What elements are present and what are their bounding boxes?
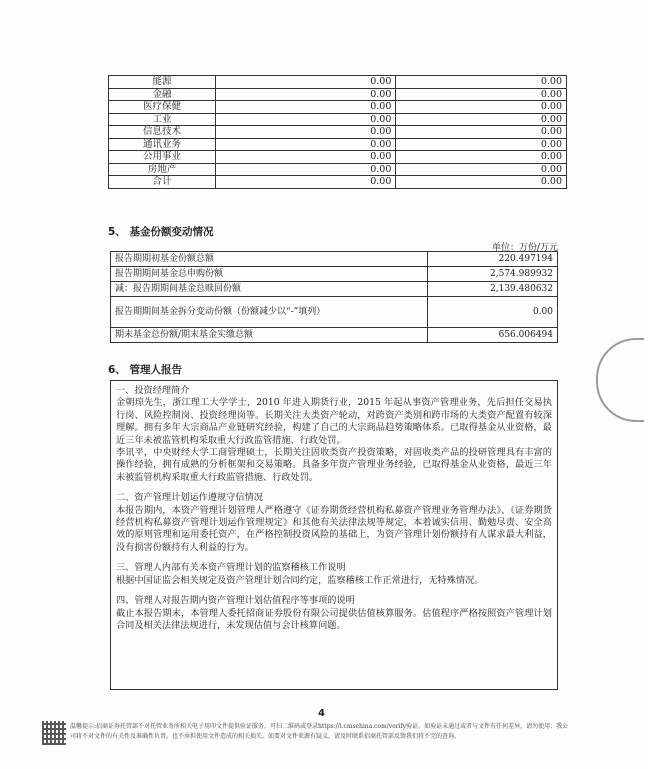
- fund-row-label: 减：报告期期间基金总赎回份额: [111, 282, 428, 297]
- qr-code-icon: [42, 721, 66, 745]
- industry-row: [109, 176, 567, 189]
- fund-row-value: 0.00: [428, 297, 558, 328]
- page-number: 4: [318, 708, 325, 719]
- fund-row-value: 220.497194: [428, 252, 558, 267]
- industry-row: [109, 101, 567, 114]
- industry-value-1: 0.00: [216, 76, 396, 89]
- fund-row-value: 2,139.480632: [428, 282, 558, 297]
- fund-row-value: 656.006494: [428, 328, 558, 343]
- industry-row: [109, 88, 567, 101]
- industry-value-1: 0.00: [216, 138, 396, 151]
- report-paragraph: 截止本报告期末，本管理人委托招商证券股份有限公司提供估值核算服务。估值程序严格按照资产管理计划合同及相关法律法规进行，未发现估值与会计核算问题。: [116, 607, 552, 631]
- industry-value-2: 0.00: [396, 151, 567, 164]
- industry-name: 通讯业务: [109, 138, 216, 151]
- seal-stamp: [596, 338, 644, 422]
- fund-row: [111, 328, 558, 343]
- industry-table: [108, 75, 567, 189]
- industry-value-1: 0.00: [216, 163, 396, 176]
- fund-row: [111, 297, 558, 328]
- fund-row: [111, 282, 558, 297]
- fund-row: [111, 267, 558, 282]
- footer-notice: 温馨提示:招商证券托管部不对托管业务所相关电子用印文件提供验证服务，可扫二维码或登录https://i.cmschina.com/verify验证。如验证未通过或者与文件有任何差异，请勿使用；我公司将不对文件的有关性及准确性负责。也不承担使用文件造成的相关损失。如要对文件来源有疑义，请及时联系招商托管部反馈我们将不完的查询。: [70, 723, 569, 740]
- industry-name: 公用事业: [109, 151, 216, 164]
- industry-row: [109, 163, 567, 176]
- report-paragraph: 根据中国证监会相关规定及资产管理计划合同约定，监察稽核工作正常进行，无特殊情况。: [116, 574, 484, 586]
- industry-value-1: 0.00: [216, 151, 396, 164]
- industry-name: 工业: [109, 113, 216, 126]
- report-paragraph: 李讯平，中央财经大学工商管理硕士，长期关注固收类资产投资策略，对固收类产品的投研管理具有丰富的操作经验，拥有成熟的分析框架和交易策略。具备多年资产管理业务经验，已取得基金从业资格，最近三年未被监管机构采取重大行政监管措施、行政处罚。: [116, 447, 552, 483]
- industry-value-2: 0.00: [396, 126, 567, 139]
- fund-share-table: [110, 251, 558, 343]
- industry-row: [109, 151, 567, 164]
- section5-title: 5、 基金份额变动情况: [108, 226, 214, 238]
- industry-value-1: 0.00: [216, 176, 396, 189]
- industry-value-2: 0.00: [396, 176, 567, 189]
- industry-value-2: 0.00: [396, 88, 567, 101]
- industry-name: 医疗保健: [109, 101, 216, 114]
- industry-row: [109, 138, 567, 151]
- fund-row-label: 期末基金总份额/期末基金实缴总额: [111, 328, 428, 343]
- fund-row-value: 2,574.989932: [428, 267, 558, 282]
- industry-name: 信息技术: [109, 126, 216, 139]
- industry-value-2: 0.00: [396, 138, 567, 151]
- industry-name: 合计: [109, 176, 216, 189]
- section6-title: 6、 管理人报告: [108, 364, 182, 376]
- report-heading: 四、管理人对报告期内资产管理计划估值程序等事项的说明: [116, 595, 355, 607]
- industry-row: [109, 76, 567, 89]
- industry-name: 金融: [109, 88, 216, 101]
- fund-row: [111, 252, 558, 267]
- industry-value-1: 0.00: [216, 126, 396, 139]
- industry-value-2: 0.00: [396, 101, 567, 114]
- industry-value-1: 0.00: [216, 113, 396, 126]
- industry-name: 能源: [109, 76, 216, 89]
- report-paragraph: 本报告期内，本资产管理计划管理人严格遵守《证券期货经营机构私募资产管理业务管理办法》、《证券期货经营机构私募资产管理计划运作管理规定》和其他有关法律法规等规定，本着诚实信用、勤勉尽责、安全高效的原则管理和运用委托资产，在严格控制投资风险的基础上，为资产管理计划份额持有人谋求最大利益，没有损害份额持有人利益的行为。: [116, 504, 552, 553]
- industry-value-1: 0.00: [216, 88, 396, 101]
- report-heading: 三、管理人内部有关本资产管理计划的监察稽核工作说明: [116, 562, 346, 574]
- unit-label: 单位：万份/万元: [492, 243, 559, 253]
- industry-row: [109, 113, 567, 126]
- industry-value-2: 0.00: [396, 163, 567, 176]
- fund-row-label: 报告期期间基金总申购份额: [111, 267, 428, 282]
- report-heading: 一、投资经理简介: [116, 385, 190, 396]
- report-heading: 二、资产管理计划运作遵规守信情况: [116, 492, 263, 504]
- fund-row-label: 报告期期间基金拆分变动份额（份额减少以“-”填列）: [111, 297, 428, 328]
- industry-value-2: 0.00: [396, 113, 567, 126]
- industry-value-2: 0.00: [396, 76, 567, 89]
- industry-name: 房地产: [109, 163, 216, 176]
- report-paragraph: 金朝琼先生，浙江理工大学学士，2010 年进入期货行业，2015 年起从事资产管理业务，先后担任交易执行岗、风险控制岗、投资经理岗等。长期关注大类资产轮动，对跨资产类别和跨市场的大类资产配置有较深理解。拥有多年大宗商品产业链研究经验，构建了自己的大宗商品趋势策略体系。已取得基金从业资格，最近三年未被监管机构采取重大行政监管措施、行政处罚。: [116, 397, 552, 446]
- industry-value-1: 0.00: [216, 101, 396, 114]
- fund-row-label: 报告期期初基金份额总额: [111, 252, 428, 267]
- manager-report-box: [110, 380, 558, 690]
- industry-row: [109, 126, 567, 139]
